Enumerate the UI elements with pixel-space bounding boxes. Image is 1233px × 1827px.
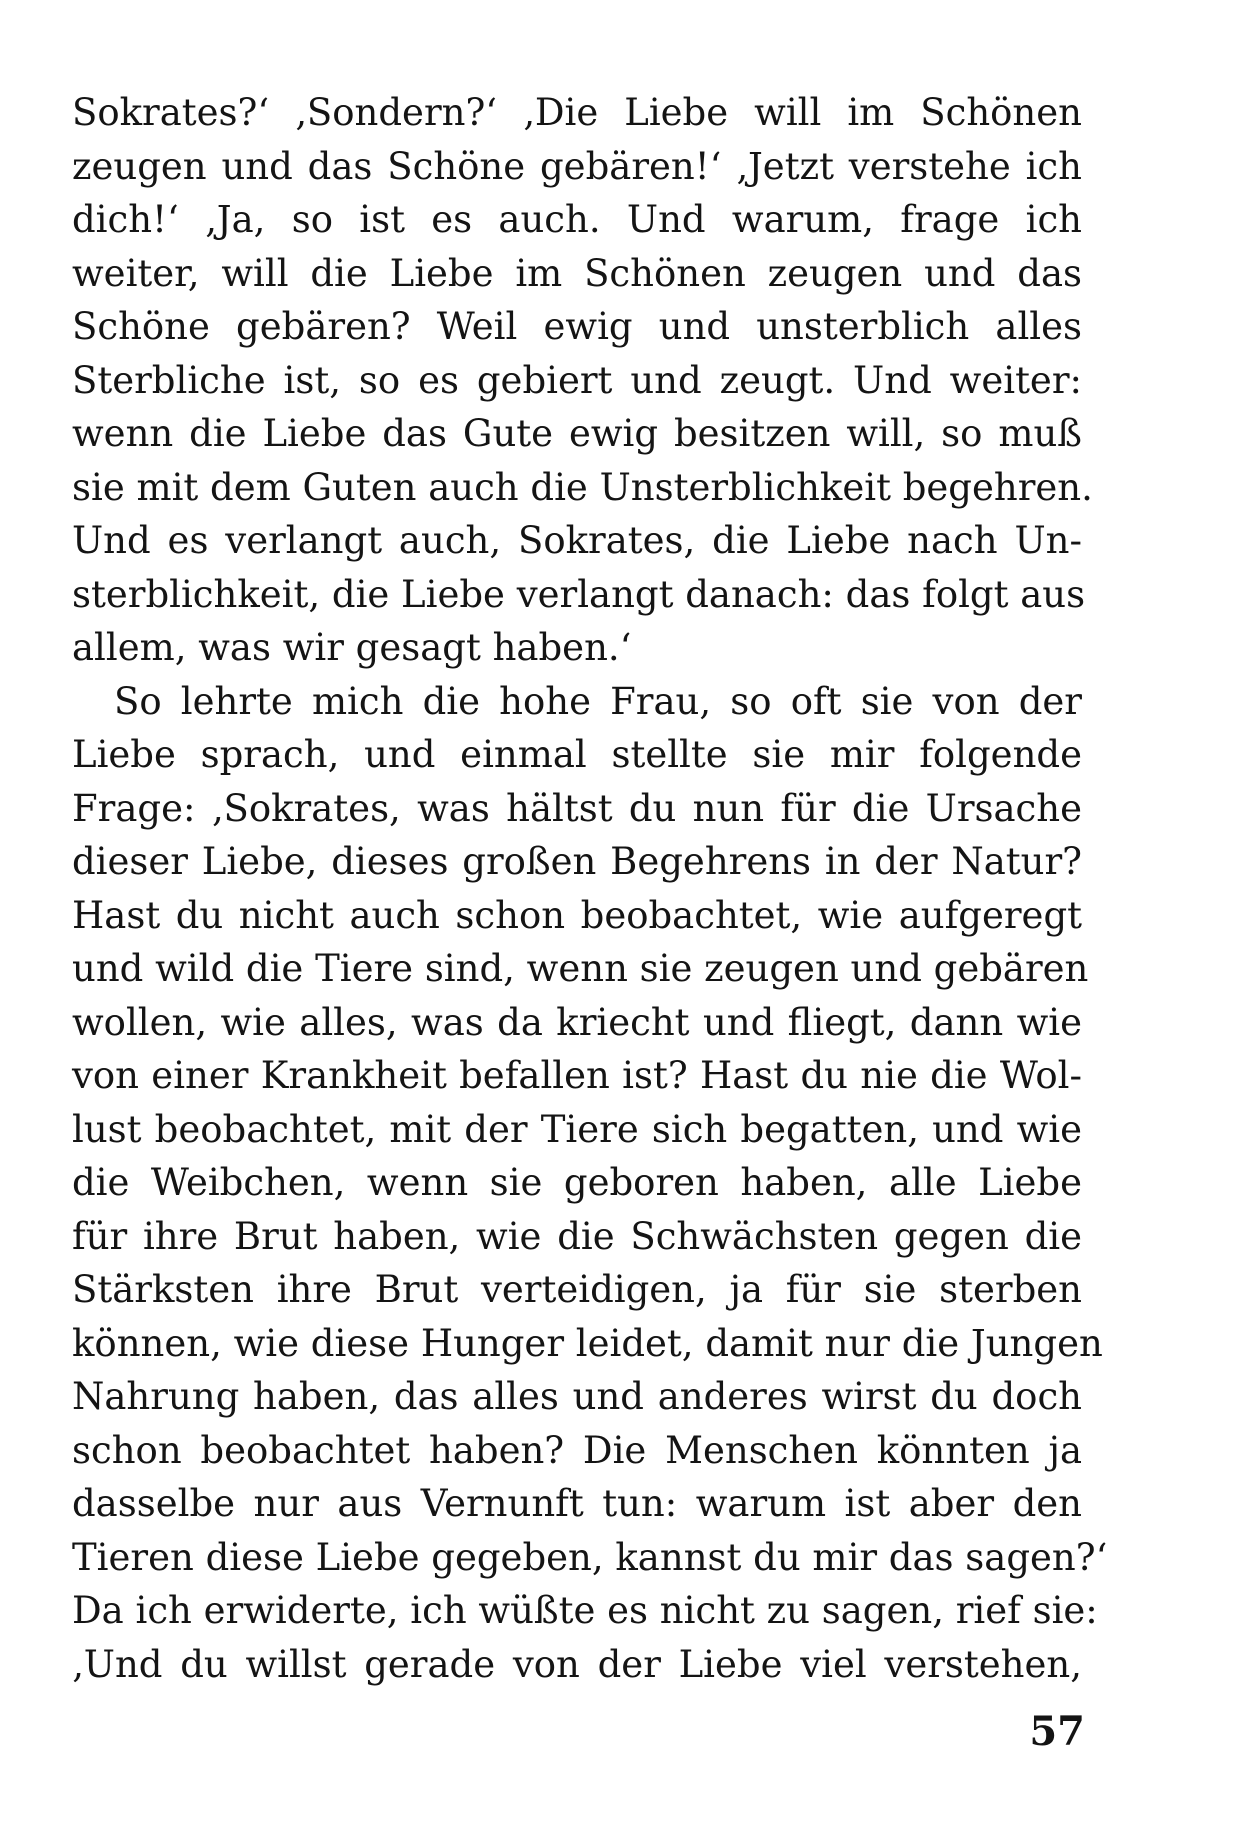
text-line: Frage: ‚Sokrates, was hältst du nun für die Ursache (72, 786, 1082, 830)
text-line: ‚Und du willst gerade von der Liebe viel verstehen, (72, 1642, 1082, 1686)
text-line: sterblichkeit, die Liebe verlangt danach: das folgt aus (72, 572, 1086, 616)
text-line: lust beobachtet, mit der Tiere sich begatten, und wie (72, 1107, 1082, 1151)
text-line: Und es verlangt auch, Sokrates, die Liebe nach Un- (72, 519, 1082, 562)
text-line: schon beobachtet haben? Die Menschen könnten ja (72, 1428, 1082, 1472)
text-line: weiter, will die Liebe im Schönen zeugen und das (72, 251, 1082, 295)
text-line: Nahrung haben, das alles und anderes wirst du doch (72, 1375, 1082, 1418)
text-line: die Weibchen, wenn sie geboren haben, alle Liebe (72, 1161, 1082, 1204)
page-number: 57 (1029, 1708, 1085, 1755)
text-line: dasselbe nur aus Vernunft tun: warum ist aber den (72, 1482, 1082, 1525)
text-line: Liebe sprach, und einmal stellte sie mir folgende (72, 733, 1082, 776)
text-line: Tieren diese Liebe gegeben, kannst du mir das sagen?‘ (72, 1535, 1108, 1579)
paragraph-end-line: allem, was wir gesagt haben.‘ (72, 626, 632, 669)
text-line: für ihre Brut haben, wie die Schwächsten gegen die (72, 1214, 1082, 1258)
text-line: und wild die Tiere sind, wenn sie zeugen und gebären (72, 947, 1089, 990)
text-line: können, wie diese Hunger leidet, damit nur die Jungen (72, 1321, 1103, 1365)
text-line: Sterbliche ist, so es gebiert und zeugt. Und weiter: (72, 358, 1082, 402)
text-line: Schöne gebären? Weil ewig und unsterblich alles (72, 305, 1082, 348)
text-line: wollen, wie alles, was da kriecht und fliegt, dann wie (72, 1000, 1082, 1044)
text-line: Sokrates?‘ ‚Sondern?‘ ‚Die Liebe will im Schönen (72, 91, 1082, 134)
text-line: Hast du nicht auch schon beobachtet, wie aufgeregt (72, 893, 1082, 937)
body-text (72, 86, 1108, 1691)
paragraph-start-line: So lehrte mich die hohe Frau, so oft sie von der (114, 679, 1082, 723)
text-line: dich!‘ ‚Ja, so ist es auch. Und warum, frage ich (72, 198, 1082, 241)
text-line: sie mit dem Guten auch die Unsterblichkeit begehren. (72, 465, 1093, 509)
text-line: dieser Liebe, dieses großen Begehrens in der Natur? (72, 840, 1082, 883)
text-line: Da ich erwiderte, ich wüßte es nicht zu sagen, rief sie: (72, 1589, 1098, 1632)
text-line: zeugen und das Schöne gebären!‘ ‚Jetzt verstehe ich (72, 144, 1082, 188)
text-line: wenn die Liebe das Gute ewig besitzen will, so muß (72, 412, 1082, 455)
text-line: von einer Krankheit befallen ist? Hast du nie die Wol- (72, 1054, 1082, 1097)
text-line: Stärksten ihre Brut verteidigen, ja für sie sterben (72, 1268, 1082, 1311)
